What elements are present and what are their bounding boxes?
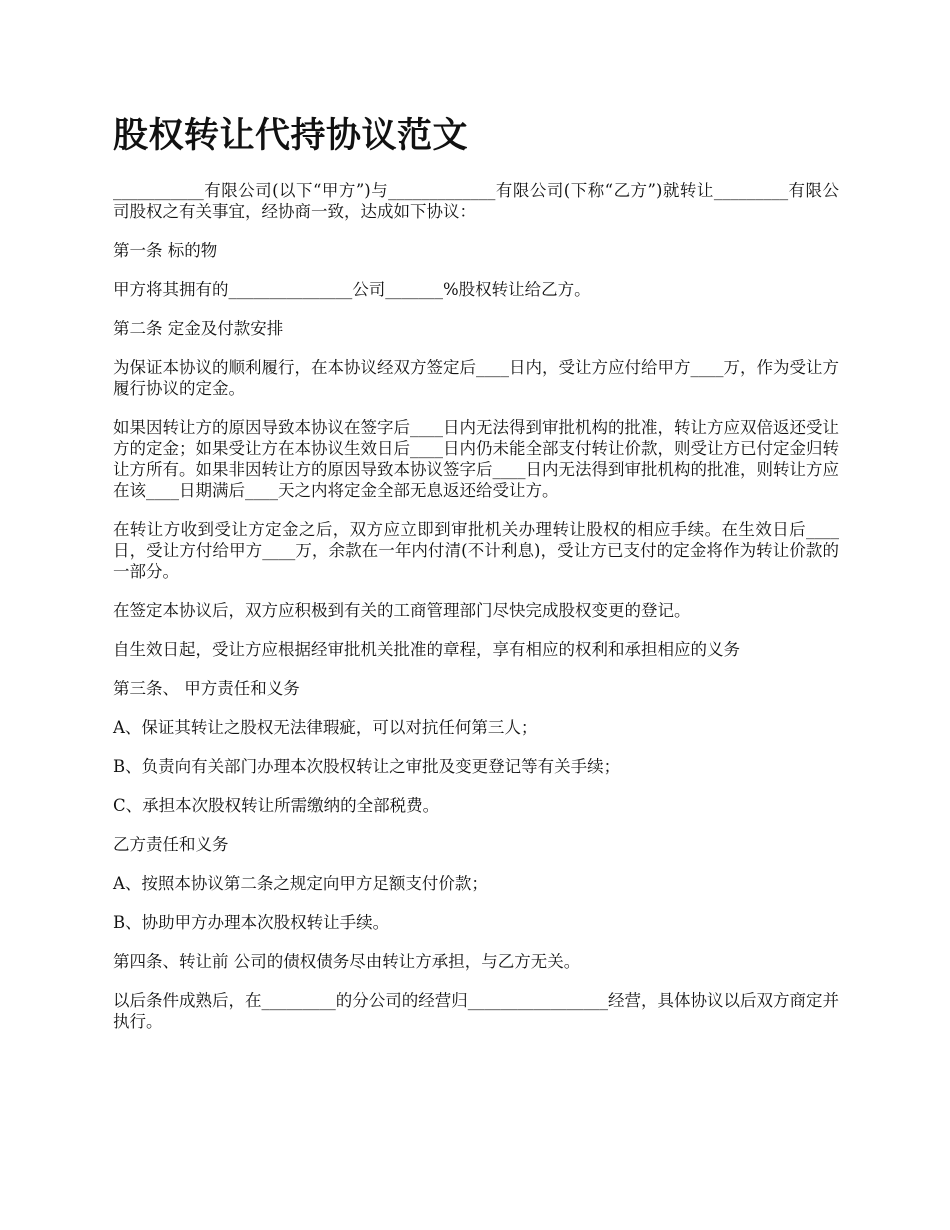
intro-paragraph: ___________有限公司(以下“甲方”)与_____________有限公司(下称“乙方”)就转让_________有限公司股权之有关事宜，经协商一致，达成如下协议： [113, 181, 839, 221]
deposit-refund-paragraph: 如果因转让方的原因导致本协议在签字后____日内无法得到审批机构的批准，转让方应双倍返还受让方的定金；如果受让方在本协议生效日后____日内仍未能全部支付转让价款，则受让方已付定金归转让方所有。如果非因转让方的原因导致本协议签字后____日内无法得到审批机构的批准，则转让方应在该____日期满后____天之内将定金全部无息返还给受让方。 [113, 418, 839, 500]
article-3-heading: 第三条、 甲方责任和义务 [113, 679, 300, 698]
party-a-duty-c: C、承担本次股权转让所需缴纳的全部税费。 [113, 796, 440, 815]
registration-paragraph: 在签定本协议后，双方应积极到有关的工商管理部门尽快完成股权变更的登记。 [113, 601, 691, 620]
article-1-heading: 第一条 标的物 [113, 241, 218, 260]
party-a-duty-a: A、保证其转让之股权无法律瑕疵，可以对抗任何第三人； [113, 718, 538, 737]
rights-paragraph: 自生效日起，受让方应根据经审批机关批准的章程，享有相应的权利和承担相应的义务 [113, 640, 740, 659]
article-4-text: 第四条、转让前 公司的债权债务尽由转让方承担，与乙方无关。 [113, 952, 581, 971]
payment-paragraph: 在转让方收到受让方定金之后，双方应立即到审批机关办理转让股权的相应手续。在生效日后____日，受让方付给甲方____万，余款在一年内付清(不计利息)，受让方已支付的定金将作为转让价款的一部分。 [113, 520, 839, 581]
party-b-duty-a: A、按照本协议第二条之规定向甲方足额支付价款； [113, 874, 488, 893]
deposit-paragraph: 为保证本协议的顺利履行，在本协议经双方签定后____日内，受让方应付给甲方____万，作为受让方履行协议的定金。 [113, 358, 839, 398]
article-2-heading: 第二条 定金及付款安排 [113, 319, 284, 338]
party-b-duty-b: B、协助甲方办理本次股权转让手续。 [113, 913, 390, 932]
document-title: 股权转让代持协议范文 [113, 115, 469, 156]
party-b-duties-heading: 乙方责任和义务 [113, 835, 229, 854]
party-a-duty-b: B、负责向有关部门办理本次股权转让之审批及变更登记等有关手续； [113, 757, 621, 776]
article-1-text: 甲方将其拥有的_______________公司_______%股权转让给乙方。 [113, 280, 591, 299]
future-arrangement-paragraph: 以后条件成熟后，在_________的分公司的经营归_________________经营，具体协议以后双方商定并执行。 [113, 991, 839, 1031]
document-page [113, 112, 839, 1050]
